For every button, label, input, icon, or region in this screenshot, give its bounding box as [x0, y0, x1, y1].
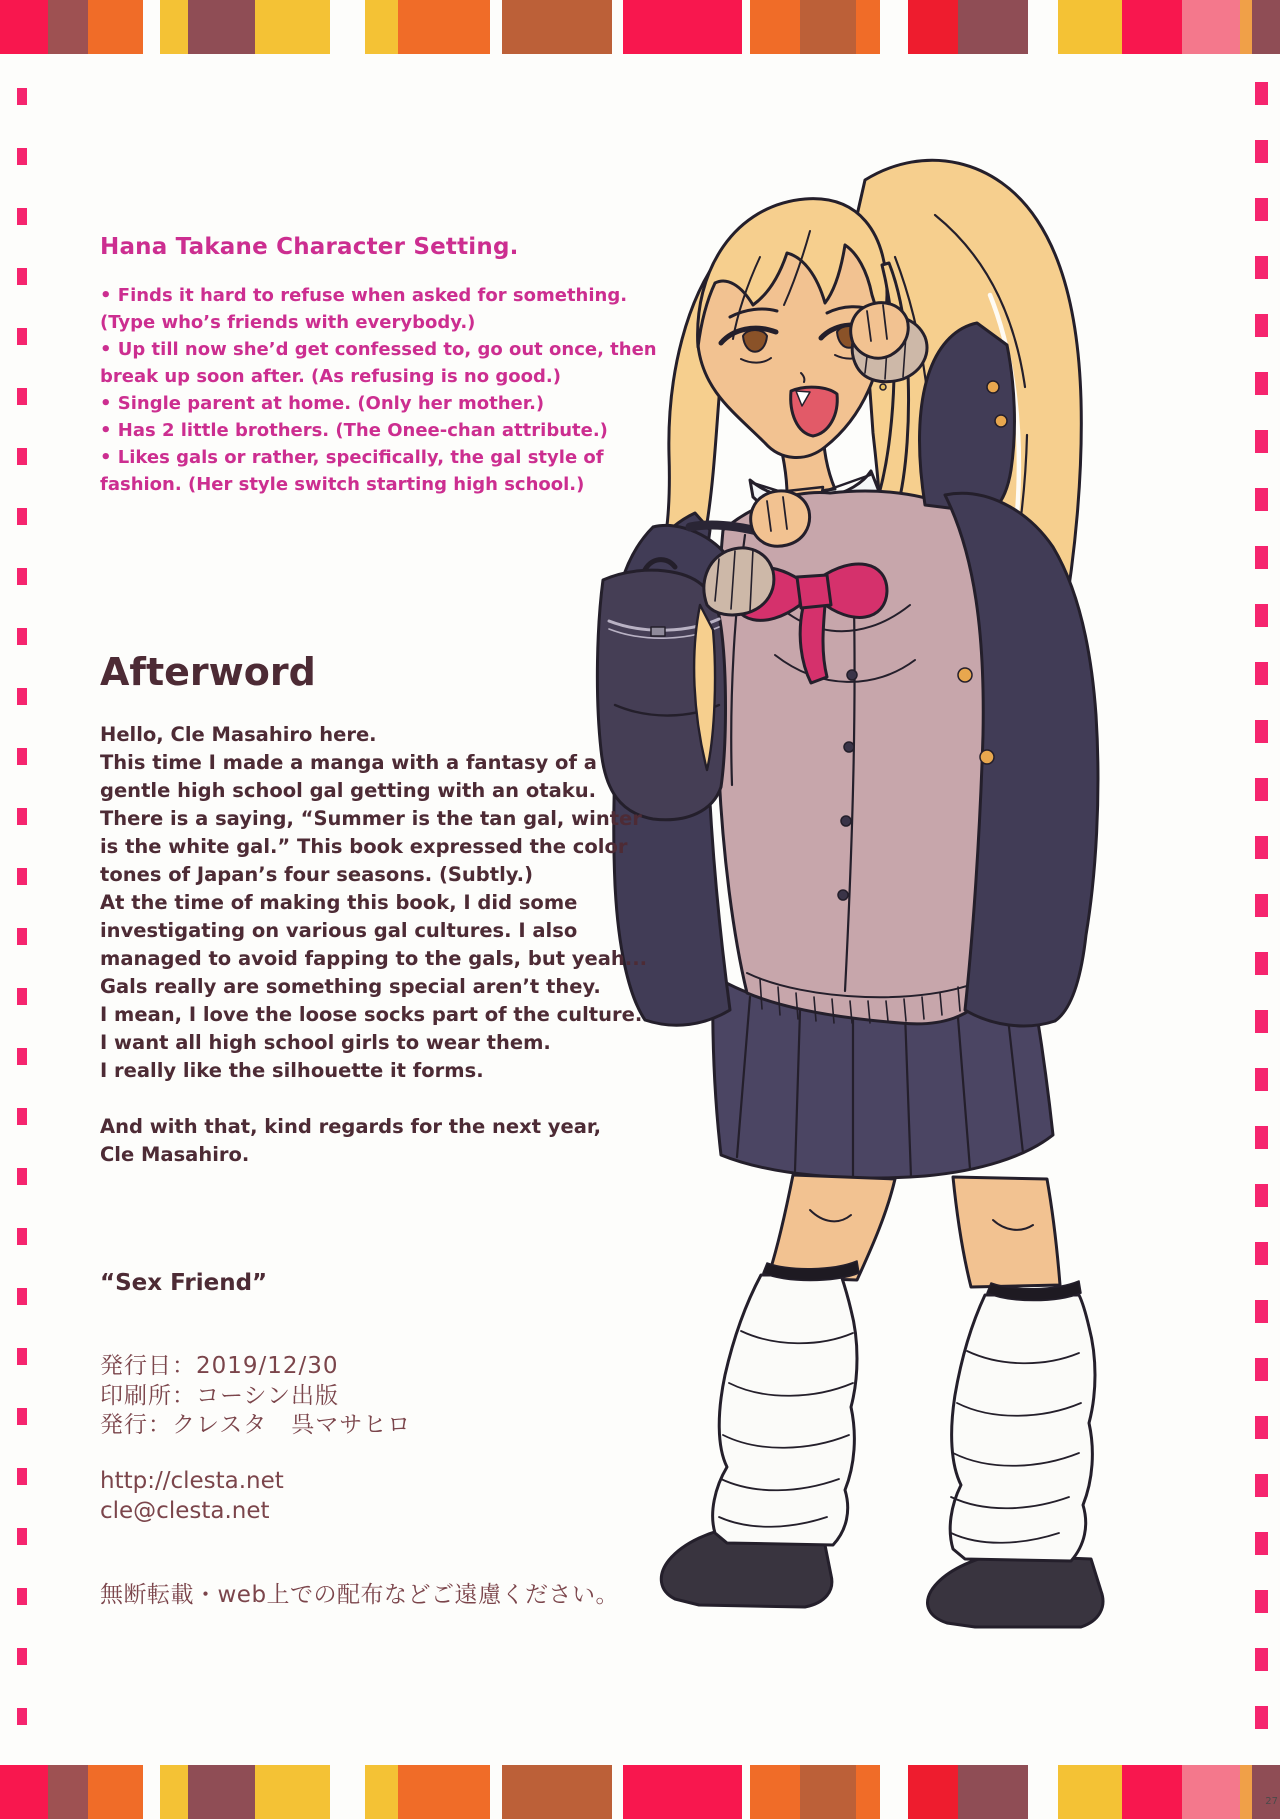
color-block	[856, 1765, 880, 1819]
page-number: 27	[1265, 1796, 1278, 1807]
colophon-line: 印刷所：コーシン出版	[100, 1382, 339, 1409]
color-block	[1252, 1765, 1280, 1819]
color-block	[48, 0, 88, 54]
color-block	[255, 0, 330, 54]
top-color-strip	[0, 0, 1280, 54]
bullet-item: • Likes gals or rather, specifically, the gal style of fashion. (Her style switch starting high school.)	[100, 444, 675, 498]
color-block	[856, 0, 880, 54]
color-block	[365, 0, 398, 54]
color-block	[958, 0, 1028, 54]
color-block	[502, 1765, 612, 1819]
color-block	[365, 1765, 398, 1819]
color-block	[0, 0, 48, 54]
bullet-item: • Up till now she’d get confessed to, go out once, then break up soon after. (As refusing is no good.)	[100, 336, 675, 390]
bullet-item: • Single parent at home. (Only her mother.)	[100, 390, 675, 417]
color-block	[188, 1765, 255, 1819]
afterword-paragraph: I mean, I love the loose socks part of the culture.	[100, 1003, 643, 1026]
contact-block	[100, 1466, 284, 1526]
color-block	[1252, 0, 1280, 54]
closing-line: And with that, kind regards for the next year,	[100, 1115, 602, 1138]
reprint-notice: 無断転載・web上での配布などご遠慮ください。	[100, 1582, 620, 1608]
color-block	[398, 1765, 490, 1819]
afterword-body	[100, 721, 648, 1085]
color-block	[1122, 1765, 1182, 1819]
right-dash-border	[1255, 82, 1268, 1738]
color-block	[48, 1765, 88, 1819]
bullet-item: • Has 2 little brothers. (The Onee-chan attribute.)	[100, 417, 675, 444]
color-block	[255, 1765, 330, 1819]
afterword-paragraph: I really like the silhouette it forms.	[100, 1059, 484, 1082]
afterword-paragraph: At the time of making this book, I did some investigating on various gal cultures. I also managed to avoid fapping to the gals, but yeah...	[100, 891, 648, 970]
color-block	[160, 1765, 188, 1819]
loose-socks	[713, 1261, 1095, 1561]
color-block	[958, 1765, 1028, 1819]
color-block	[160, 0, 188, 54]
afterword-closing	[100, 1113, 648, 1169]
afterword-paragraph: Hello, Cle Masahiro here.	[100, 723, 377, 746]
character-setting-list	[100, 282, 675, 498]
afterword-section	[100, 650, 648, 1169]
color-block	[800, 1765, 856, 1819]
colophon-line: 発行日：2019/12/30	[100, 1353, 339, 1379]
colophon	[100, 1352, 411, 1441]
bottom-color-strip	[0, 1765, 1280, 1819]
email-text: cle@clesta.net	[100, 1498, 270, 1524]
afterword-paragraph: Gals really are something special aren’t they.	[100, 975, 601, 998]
color-block	[1058, 0, 1122, 54]
color-block	[800, 0, 856, 54]
bullet-item: • Finds it hard to refuse when asked for something. (Type who’s friends with everybody.)	[100, 282, 675, 336]
afterword-paragraph: There is a saying, “Summer is the tan gal, winter is the white gal.” This book expressed the color tones of Japan’s four seasons. (Subtly.)	[100, 807, 642, 886]
color-block	[88, 0, 143, 54]
character-setting-heading: Hana Takane Character Setting.	[100, 234, 519, 260]
color-block	[750, 1765, 800, 1819]
color-block	[0, 1765, 48, 1819]
colophon-line: 発行：クレスタ 呉マサヒロ	[100, 1412, 412, 1438]
afterword-paragraph: This time I made a manga with a fantasy of a gentle high school gal getting with an otaku.	[100, 751, 597, 802]
left-dash-border	[17, 88, 27, 1738]
color-block	[188, 0, 255, 54]
color-block	[88, 1765, 143, 1819]
character-setting-section	[100, 234, 675, 498]
afterword-paragraph: I want all high school girls to wear them.	[100, 1031, 551, 1054]
closing-line: Cle Masahiro.	[100, 1143, 250, 1166]
color-block	[1182, 1765, 1240, 1819]
earring	[880, 384, 886, 390]
color-block	[1240, 1765, 1252, 1819]
website-text: http://clesta.net	[100, 1468, 284, 1494]
color-block	[908, 1765, 958, 1819]
book-title: “Sex Friend”	[100, 1270, 268, 1296]
color-block	[398, 0, 490, 54]
afterword-heading: Afterword	[100, 650, 316, 694]
color-block	[1058, 1765, 1122, 1819]
color-block	[750, 0, 800, 54]
color-block	[908, 0, 958, 54]
color-block	[1182, 0, 1240, 54]
color-block	[623, 1765, 742, 1819]
color-block	[623, 0, 742, 54]
color-block	[502, 0, 612, 54]
color-block	[1240, 0, 1252, 54]
color-block	[1122, 0, 1182, 54]
